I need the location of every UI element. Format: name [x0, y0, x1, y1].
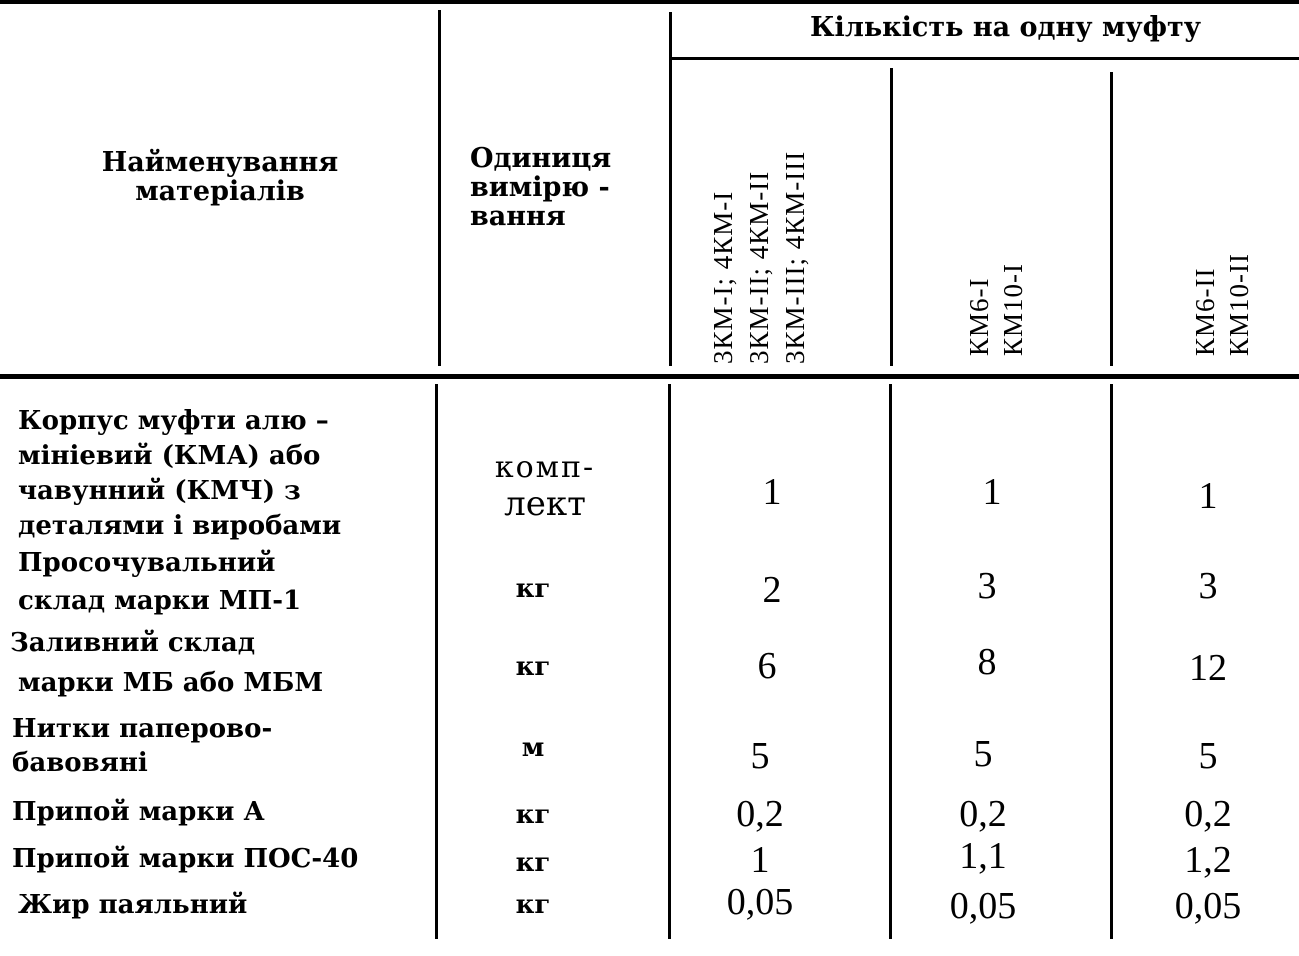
subheader-col1-line1: 3КМ-І; 4КМ-І — [708, 190, 738, 364]
group-title-rule — [672, 57, 1299, 60]
row7-unit: кг — [515, 890, 551, 920]
row7-name: Жир паяльний — [18, 890, 248, 920]
row7-val-3: 0,05 — [1174, 885, 1242, 927]
row1-unit-1: комп- — [494, 450, 596, 485]
header-unit: Одиниця вимірю - вання — [470, 143, 612, 232]
row3-val-3: 12 — [1189, 647, 1227, 689]
row7-val-1: 0,05 — [726, 881, 794, 923]
row3-name-2: марки МБ або МБМ — [18, 668, 324, 698]
top-rule — [0, 0, 1299, 4]
row1-name-2: мініевий (КМА) або — [18, 441, 321, 471]
row1-name-3: чавунний (КМЧ) з — [18, 476, 301, 506]
row4-val-3: 5 — [1198, 735, 1218, 777]
row6-val-2: 1,1 — [959, 835, 1007, 877]
col-divider-2 — [669, 12, 672, 366]
row3-unit: кг — [515, 652, 551, 682]
header-bottom-rule — [0, 374, 1299, 379]
col-divider-3 — [890, 68, 893, 366]
subheader-col3-line1: КМ6-ІІ — [1190, 267, 1220, 356]
row3-val-2: 8 — [977, 641, 997, 683]
row4-name-2: бавовяні — [12, 748, 148, 778]
row5-val-2: 0,2 — [959, 793, 1007, 835]
row3-val-1: 6 — [757, 645, 777, 687]
row5-val-3: 0,2 — [1184, 793, 1232, 835]
row1-name-1: Корпус муфти алю – — [18, 406, 329, 436]
col-divider-1 — [438, 10, 441, 366]
row5-unit: кг — [515, 800, 551, 830]
row6-name: Припой марки ПОС-40 — [12, 844, 359, 874]
header-group-title: Кількість на одну муфту — [810, 12, 1202, 43]
row3-name-1: Заливний склад — [10, 628, 256, 658]
row2-val-2: 3 — [977, 565, 997, 607]
row2-name-2: склад марки МП-1 — [18, 586, 302, 616]
subheader-col1-line2: 3КМ-ІІ; 4КМ-ІІ — [744, 170, 774, 364]
row2-unit: кг — [515, 574, 551, 604]
row4-val-1: 5 — [750, 735, 770, 777]
subheader-col2-line2: КМ10-І — [998, 263, 1028, 356]
row1-val-3: 1 — [1198, 475, 1218, 517]
col-divider-1-body — [435, 384, 438, 939]
subheader-col1-line3: 3КМ-ІІІ; 4КМ-ІІІ — [780, 150, 810, 364]
row5-val-1: 0,2 — [736, 793, 784, 835]
row1-val-1: 1 — [762, 471, 782, 513]
row1-val-2: 1 — [982, 471, 1002, 513]
row2-val-3: 3 — [1198, 565, 1218, 607]
row1-name-4: деталями і виробами — [18, 511, 342, 541]
row2-val-1: 2 — [762, 569, 782, 611]
row4-name-1: Нитки паперово- — [12, 714, 273, 744]
row6-val-1: 1 — [750, 839, 770, 881]
row7-val-2: 0,05 — [949, 885, 1017, 927]
row6-val-3: 1,2 — [1184, 839, 1232, 881]
row5-name: Припой марки А — [12, 797, 265, 827]
header-name: Найменування матеріалів — [101, 147, 339, 207]
row2-name-1: Просочувальний — [18, 548, 276, 578]
row1-unit-2: лект — [504, 484, 586, 524]
row6-unit: кг — [515, 848, 551, 878]
row4-val-2: 5 — [973, 733, 993, 775]
row4-unit: м — [521, 733, 545, 763]
col-divider-4 — [1110, 72, 1113, 366]
subheader-col2-line1: КМ6-І — [964, 277, 994, 356]
subheader-col3-line2: КМ10-ІІ — [1224, 253, 1254, 356]
